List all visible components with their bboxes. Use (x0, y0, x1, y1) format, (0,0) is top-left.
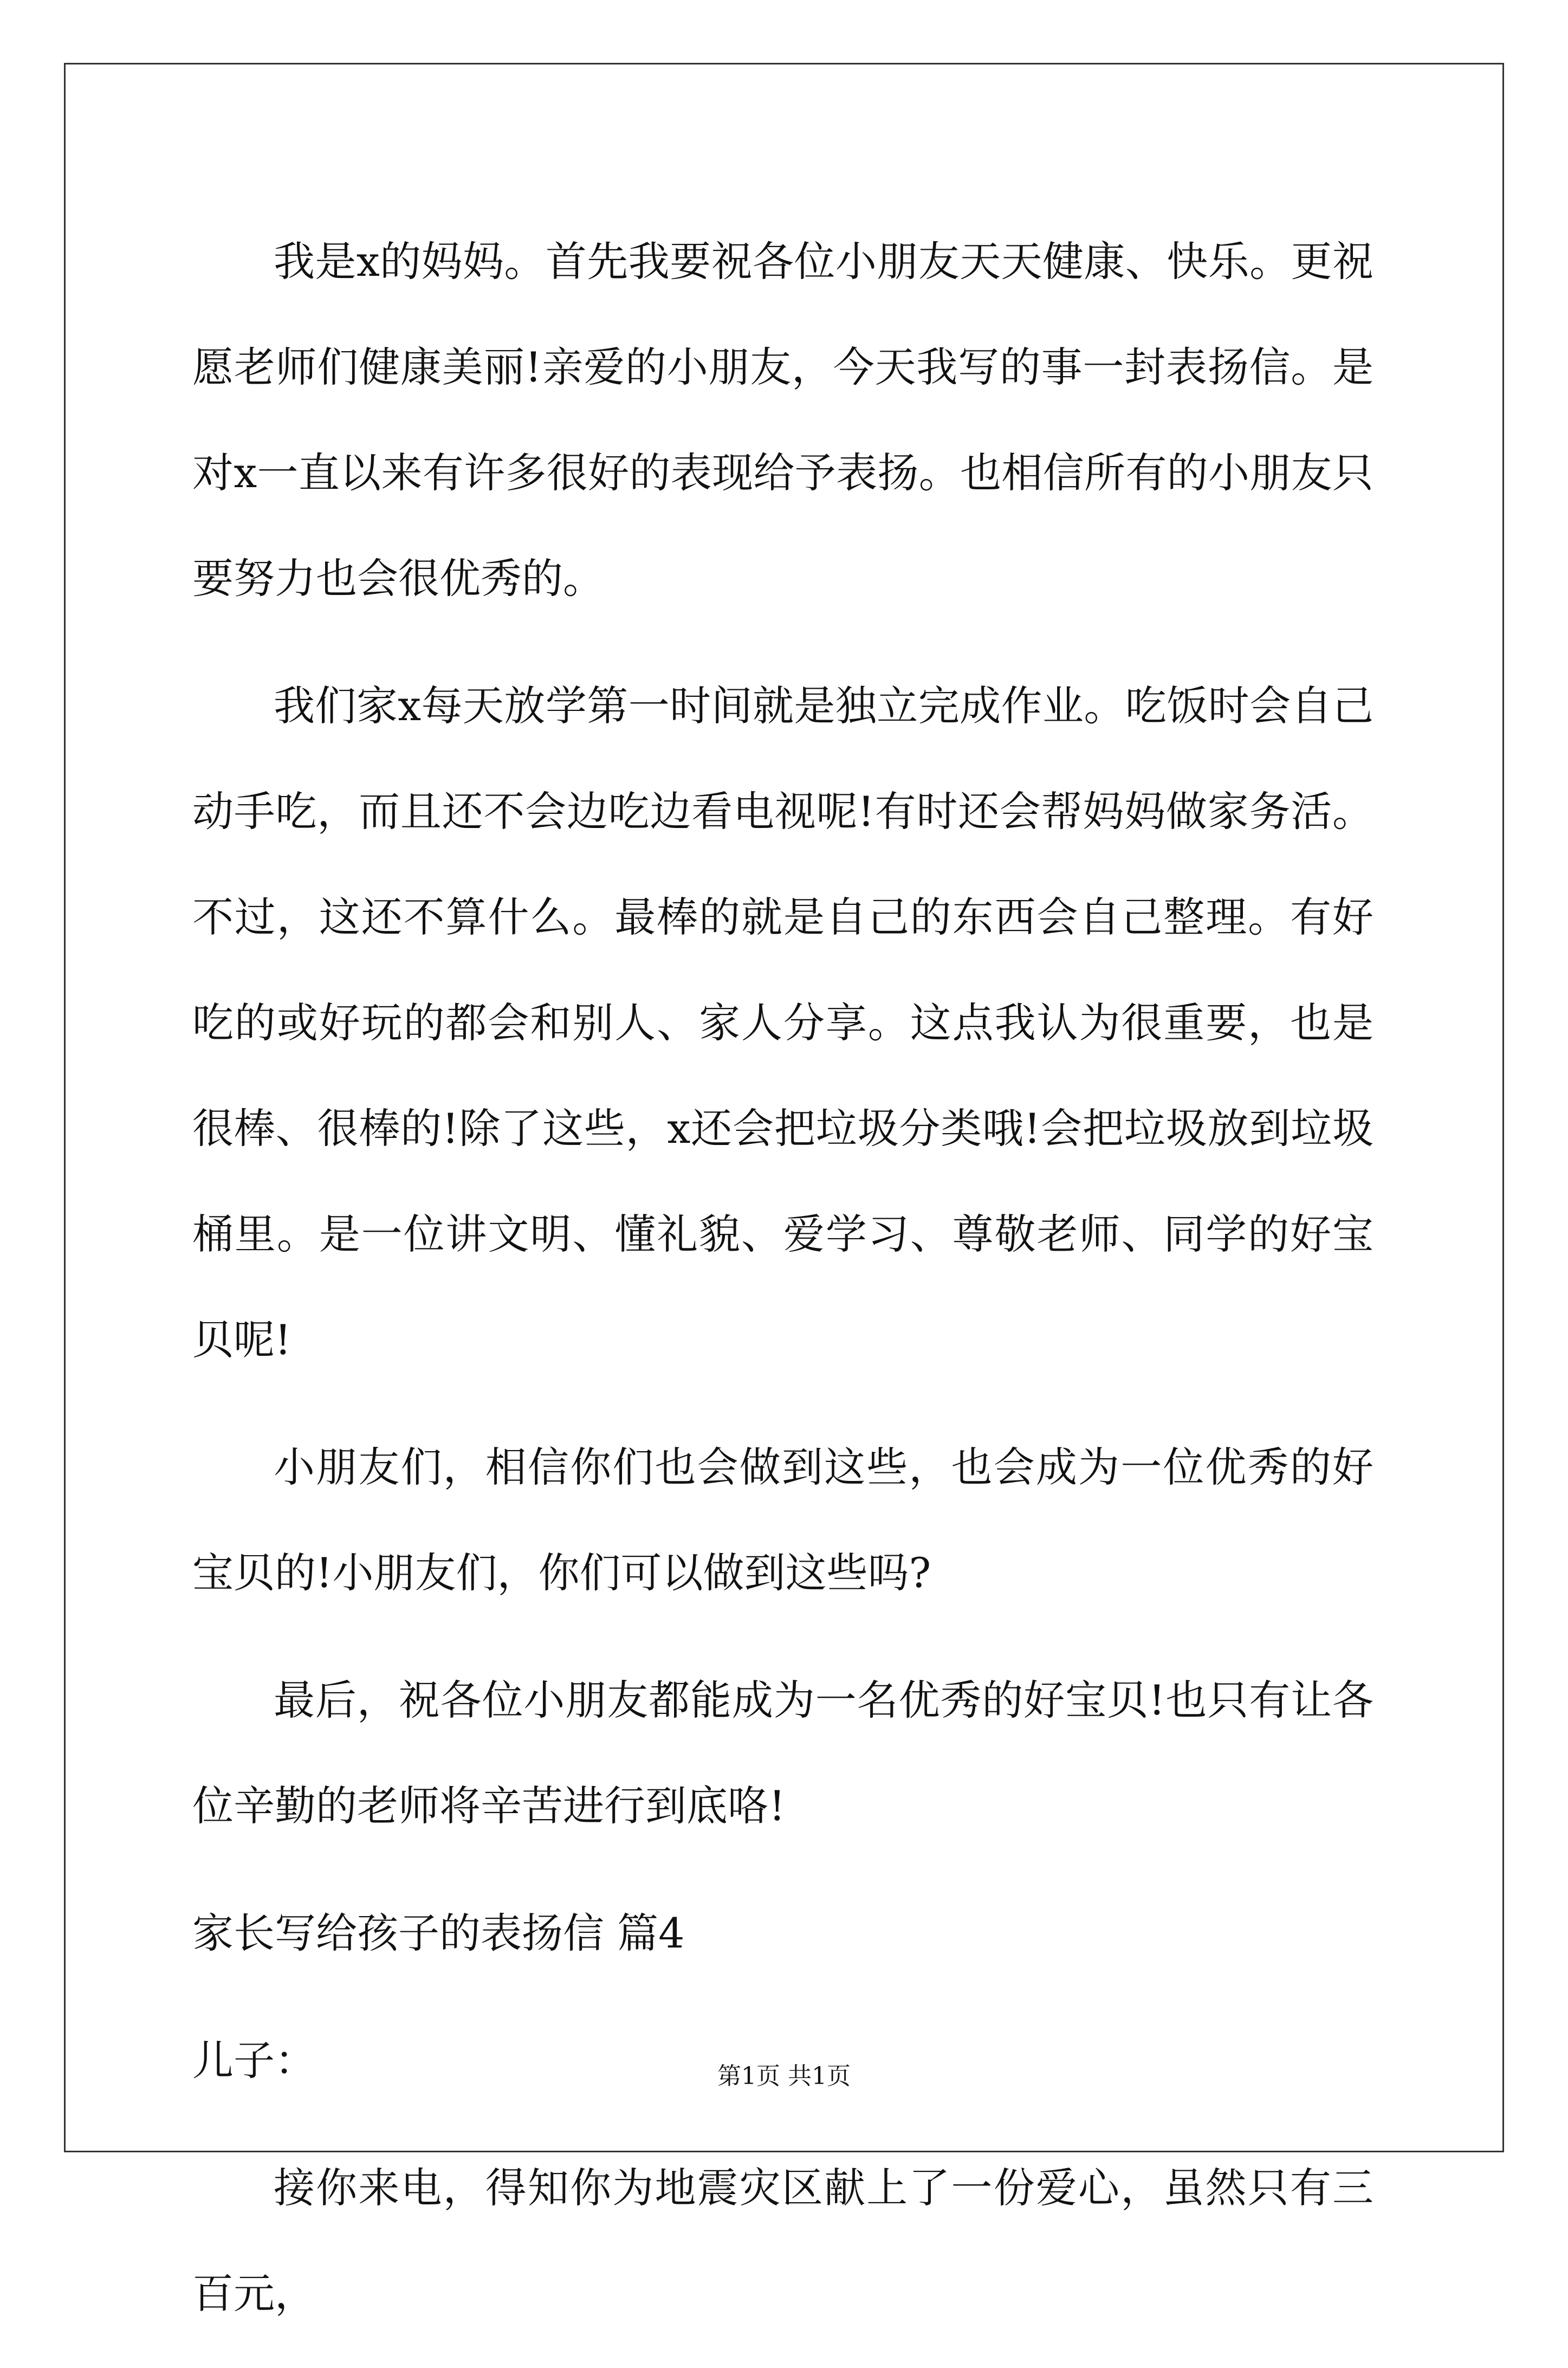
paragraph-4: 最后，祝各位小朋友都能成为一名优秀的好宝贝!也只有让各位辛勤的老师将辛苦进行到底咯! (192, 1676, 1373, 1830)
paragraph-1: 我是x的妈妈。首先我要祝各位小朋友天天健康、快乐。更祝愿老师们健康美丽!亲爱的小朋友，今天我写的事一封表扬信。是对x一直以来有许多很好的表现给予表扬。也相信所有的小朋友只要努力也会很优秀的。 (192, 237, 1373, 603)
page-footer: 第1页 共1页 (717, 2062, 851, 2090)
document-body (192, 209, 1373, 2368)
salutation: 儿子： (192, 2036, 316, 2085)
section-heading: 家长写给孩子的表扬信 篇4 (192, 1909, 685, 1957)
paragraph-5: 接你来电，得知你为地震灾区献上了一份爱心，虽然只有三百元， (192, 2164, 1373, 2318)
paragraph-2: 我们家x每天放学第一时间就是独立完成作业。吃饭时会自己动手吃，而且还不会边吃边看电视呢!有时还会帮妈妈做家务活。不过，这还不算什么。最棒的就是自己的东西会自己整理。有好吃的或好玩的都会和别人、家人分享。这点我认为很重要，也是很棒、很棒的!除了这些，x还会把垃圾分类哦!会把垃圾放到垃圾桶里。是一位讲文明、懂礼貌、爱学习、尊敬老师、同学的好宝贝呢! (192, 682, 1373, 1364)
paragraph-3: 小朋友们，相信你们也会做到这些，也会成为一位优秀的好宝贝的!小朋友们，你们可以做到这些吗? (192, 1443, 1373, 1597)
